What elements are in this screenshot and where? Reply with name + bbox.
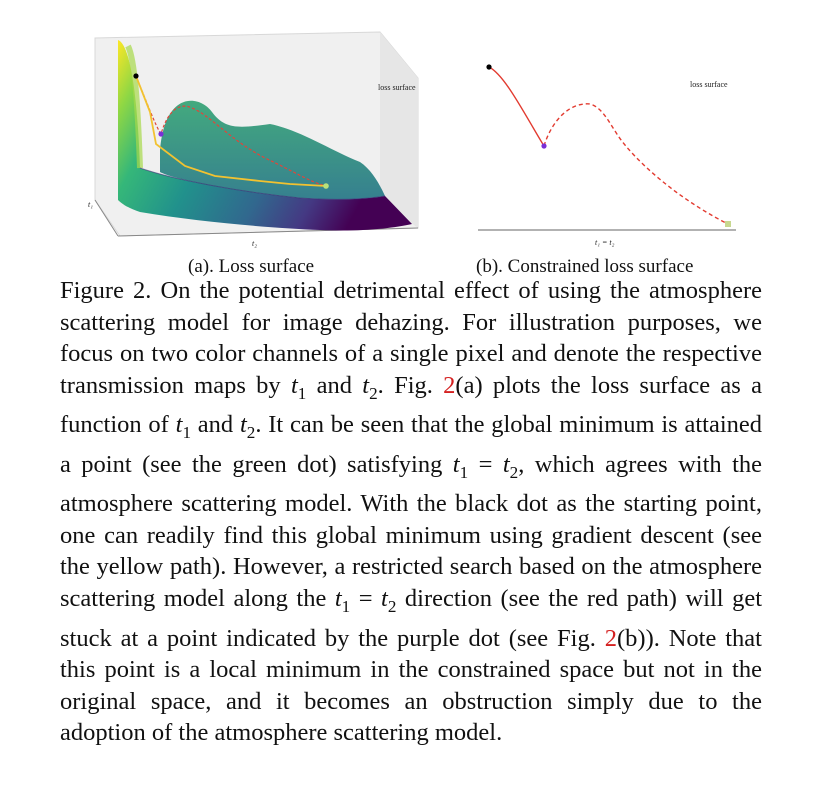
panel-a-local-min-dot — [158, 131, 163, 136]
caption-text-4: (a) plots the loss surface as a function of — [60, 371, 762, 439]
caption-text-6: . It can be seen that the global minimum is attained a point (see the green dot) satisfying — [60, 411, 763, 478]
math-equals: = — [350, 585, 382, 613]
panel-a-t1-label: t₁ — [88, 200, 94, 209]
figure-2 — [0, 0, 822, 290]
panel-b-end-dot — [725, 221, 731, 227]
caption-text-2: and — [306, 371, 363, 399]
panel-b-legend-label: loss surface — [690, 80, 728, 89]
panel-a-loss-surface — [88, 32, 418, 248]
caption-text-8: direction (see the red path) will get stuck at a point indicated by the purple dot (see Fig. — [60, 585, 762, 652]
caption-text-9: (b)). Note that this point is a local minimum in the constrained space but not in the original space, and it becomes an obstruction simply due to the adoption of the atmosphere scattering model. — [60, 624, 762, 747]
panel-b-local-min-dot — [541, 143, 546, 148]
math-equals: = — [468, 450, 503, 478]
panel-a-legend-label: loss surface — [378, 83, 416, 92]
math-t1: $t_1$ — [175, 411, 192, 443]
panel-b-caption: (b). Constrained loss surface — [476, 256, 694, 277]
math-t1: $t_1$ — [334, 585, 351, 616]
panel-a-start-dot — [133, 73, 138, 78]
panel-a-t2-label: t₂ — [252, 239, 258, 248]
panel-b-constrained-loss — [478, 64, 736, 247]
caption-text-5: and — [191, 411, 240, 439]
figure-caption — [60, 275, 762, 749]
caption-text-3: . Fig. — [377, 371, 444, 399]
figure-ref-link[interactable]: 2 — [604, 624, 617, 652]
math-t2: $t_2$ — [502, 450, 519, 482]
figure-graphics — [0, 0, 822, 260]
caption-paragraph — [60, 275, 762, 749]
math-t2: $t_2$ — [239, 411, 256, 443]
math-t2: $t_2$ — [362, 371, 378, 403]
panel-b-start-dot — [486, 64, 491, 69]
caption-text-7: , which agrees with the atmosphere scattering model. With the black dot as the starting point, one can readily find this global minimum using gradient descent (see the yellow path). However, a restricted search based on the atmosphere scattering model along the — [60, 450, 762, 613]
math-t1: $t_1$ — [290, 371, 307, 403]
math-t2: $t_2$ — [381, 585, 397, 616]
figure-ref-link[interactable]: 2 — [443, 371, 456, 399]
caption-text-1: Figure 2. On the potential detrimental effect of using the atmosphere scattering model for image dehazing. For illustration purposes, we focus on two color channels of a single pixel and denote the respective transmission maps by — [60, 277, 762, 399]
panel-a-global-min-dot — [323, 183, 329, 189]
panel-b-solid-curve — [489, 67, 544, 146]
panel-b-dashed-curve — [544, 104, 728, 224]
panel-b-axis-label: t₁ = t₂ — [595, 238, 615, 247]
math-t1: $t_1$ — [452, 450, 469, 482]
panel-a-caption: (a). Loss surface — [188, 256, 315, 277]
